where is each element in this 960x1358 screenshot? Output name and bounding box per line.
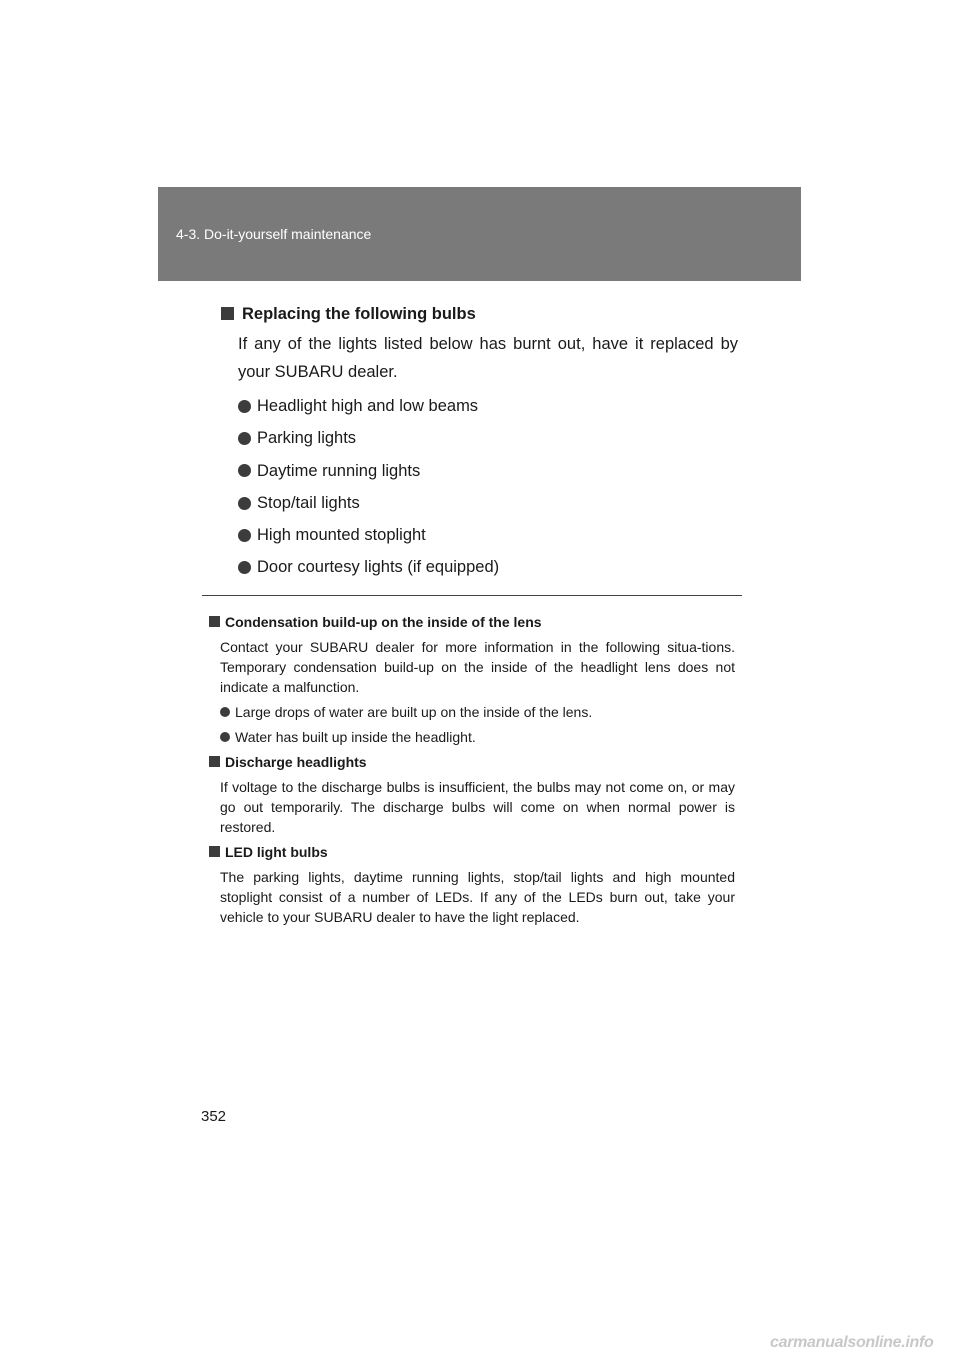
section-title: 4-3. Do-it-yourself maintenance (176, 226, 372, 242)
square-bullet-icon (209, 756, 220, 767)
condensation-body: Contact your SUBARU dealer for more information in the following situa-tions. Temporary condensation build-up on the inside of the headlight lens does not indicate a malfunction. (220, 639, 735, 695)
round-bullet-icon (220, 707, 230, 717)
discharge-body: If voltage to the discharge bulbs is insufficient, the bulbs may not come on, or may go out temporarily. The discharge bulbs will come on when normal power is restored. (220, 779, 735, 835)
list-item: Headlight high and low beams (238, 390, 738, 422)
square-bullet-icon (221, 307, 234, 320)
round-bullet-icon (238, 561, 251, 574)
main-content (220, 302, 738, 584)
bulbs-heading-text: Replacing the following bulbs (242, 305, 476, 323)
bulb-list (238, 390, 738, 584)
section-divider (202, 595, 742, 596)
bulbs-heading (220, 302, 738, 326)
round-bullet-icon (238, 432, 251, 445)
square-bullet-icon (209, 616, 220, 627)
round-bullet-icon (238, 529, 251, 542)
list-item: Large drops of water are built up on the inside of the lens. (220, 702, 735, 722)
led-heading: LED light bulbs (208, 842, 735, 862)
led-body: The parking lights, daytime running lights, stop/tail lights and high mounted stoplight consist of a number of LEDs. If any of the LEDs burn out, take your vehicle to your SUBARU dealer to have the light replaced. (220, 869, 735, 925)
list-item: Water has built up inside the headlight. (220, 727, 735, 747)
square-bullet-icon (209, 846, 220, 857)
round-bullet-icon (238, 497, 251, 510)
round-bullet-icon (238, 464, 251, 477)
notes-section (208, 612, 735, 927)
round-bullet-icon (220, 732, 230, 742)
list-item: Stop/tail lights (238, 487, 738, 519)
list-item: High mounted stoplight (238, 519, 738, 551)
bulbs-intro: If any of the lights listed below has burnt out, have it replaced by your SUBARU dealer. (238, 335, 738, 381)
list-item: Daytime running lights (238, 455, 738, 487)
watermark: carmanualsonline.info (770, 1334, 934, 1351)
list-item: Parking lights (238, 422, 738, 454)
condensation-list (220, 702, 735, 747)
chapter-header-band (158, 187, 801, 281)
discharge-heading: Discharge headlights (208, 752, 735, 772)
round-bullet-icon (238, 400, 251, 413)
condensation-heading: Condensation build-up on the inside of the lens (208, 612, 735, 632)
page-number: 352 (201, 1108, 227, 1125)
list-item: Door courtesy lights (if equipped) (238, 551, 738, 583)
